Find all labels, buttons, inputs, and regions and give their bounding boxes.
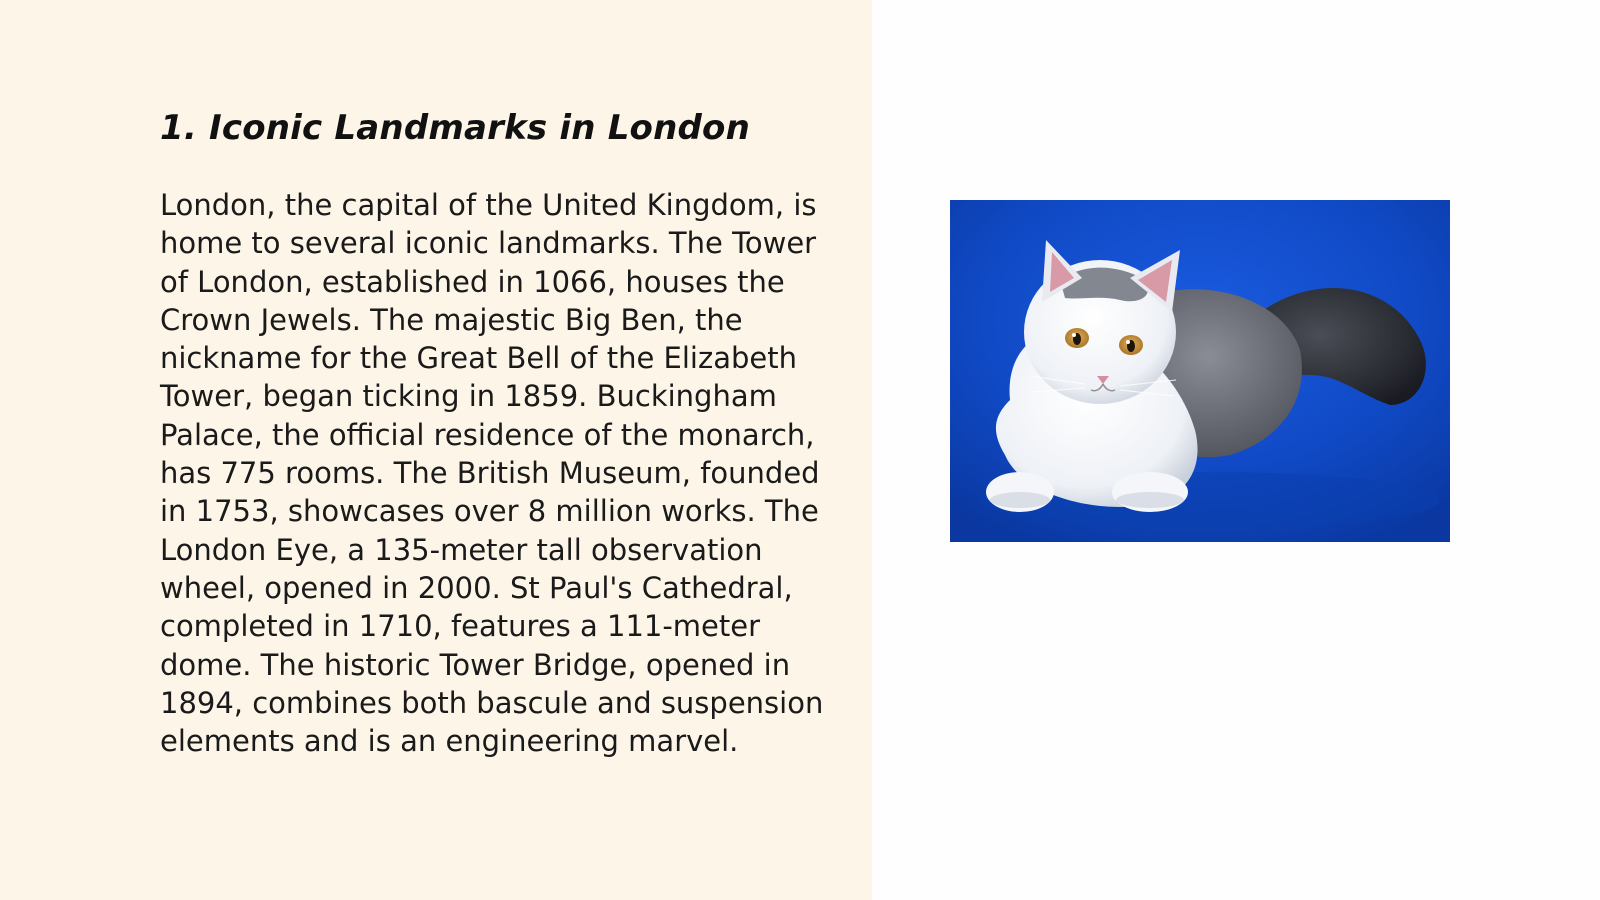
slide-title: 1. Iconic Landmarks in London [160,108,751,148]
cat-photo [950,200,1450,542]
slide-body-text: London, the capital of the United Kingdom, is home to several iconic landmarks. The Tower of London, established in 1066, houses the Crown Jewels. The majestic Big Ben, the nickname for the Great Bell of the Elizabeth Tower, began ticking in 1859. Buckingham Palace, the official residence of the monarch, has 775 rooms. The British Museum, founded in 1753, showcases over 8 million works. The London Eye, a 135-meter tall observation wheel, opened in 2000. St Paul's Cathedral, completed in 1710, features a 111-meter dome. The historic Tower Bridge, opened in 1894, combines both bascule and suspension elements and is an engineering marvel. [160,188,824,759]
